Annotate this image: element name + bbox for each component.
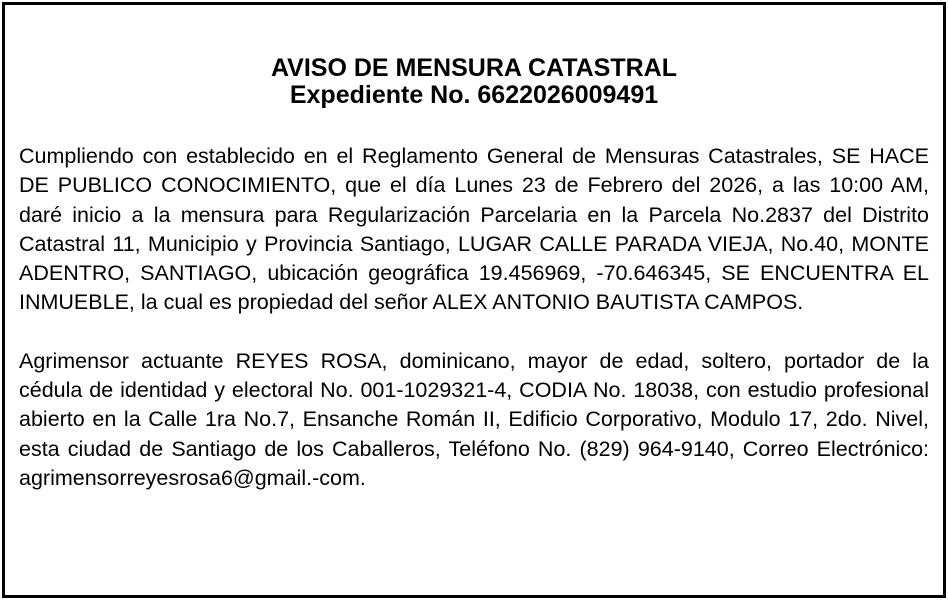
notice-paragraph-surveyor: Agrimensor actuante REYES ROSA, dominicano, mayor de edad, soltero, portador de la cédula de identidad y electoral No. 001-1029321-4, CODIA No. 18038, con estudio profesional abierto en la Calle 1ra No.7, Ensanche Román II, Edificio Corporativo, Modulo 17, 2do. Nivel, esta ciudad de Santiago de los Caballeros, Teléfono No. (829) 964-9140, Correo Electrónico: agrimensorreyesrosa6@gmail.-com.	[19, 348, 929, 490]
notice-title: AVISO DE MENSURA CATASTRAL	[270, 54, 678, 82]
notice-content	[19, 55, 929, 493]
notice-heading	[19, 55, 929, 109]
notice-case-number: Expediente No. 6622026009491	[289, 81, 659, 109]
notice-paragraph-survey: Cumpliendo con establecido en el Reglamento General de Mensuras Catastrales, SE HACE DE PUBLICO CONOCIMIENTO, que el día Lunes 23 de Febrero del 2026, a las 10:00 AM, daré inicio a la mensura para Regularización Parcelaria en la Parcela No.2837 del Distrito Catastral 11, Municipio y Provincia Santiago, LUGAR CALLE PARADA VIEJA, No.40, MONTE ADENTRO, SANTIAGO, ubicación geográfica 19.456969, -70.646345, SE ENCUENTRA EL INMUEBLE, la cual es propiedad del señor ALEX ANTONIO BAUTISTA CAMPOS.	[19, 144, 929, 315]
notice-frame	[2, 2, 946, 598]
